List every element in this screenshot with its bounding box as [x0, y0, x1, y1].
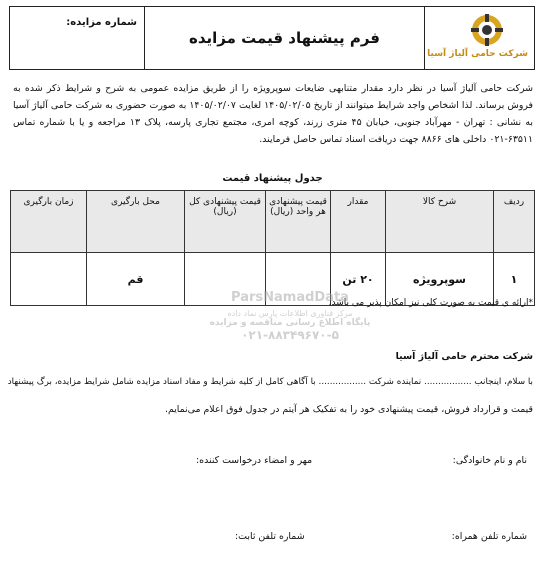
cell-total-price[interactable] [185, 253, 266, 306]
company-name-logo: شرکت حامی آلیاژ آسیا [427, 49, 528, 59]
price-note: *ارائه ی قیمت به صورت کلی نیز امکان پذیر می باشد. [328, 298, 533, 308]
col-unit-price-header: قیمت پیشنهادی هر واحد (ریال) [266, 191, 331, 253]
table-title: جدول پیشنهاد قیمت [222, 173, 323, 184]
watermark-phone: ۰۲۱-۸۸۳۴۹۶۷۰-۵ [241, 328, 339, 342]
mobile-field-label[interactable]: شماره تلفن همراه: [451, 531, 527, 542]
header-box [9, 6, 535, 70]
name-field-label[interactable]: نام و نام خانوادگی: [452, 455, 527, 466]
col-row-header: ردیف [494, 191, 535, 253]
col-loading-time-header: زمان بارگیری [11, 191, 87, 253]
letter-line1: با سلام، اینجانب ................. نماینده شرکت ................. با آگاهی کامل از کلیه شرایط و مفاد اسناد مزایده شامل شرایط مزایده، برگ پیشنهاد [7, 377, 533, 387]
phone-field-label[interactable]: شماره تلفن ثابت: [235, 531, 305, 542]
col-loading-place-header: محل بارگیری [87, 191, 185, 253]
price-table [10, 190, 535, 306]
cell-unit-price[interactable] [266, 253, 331, 306]
table-header-row [11, 191, 535, 253]
watermark-line2: پایگاه اطلاع رسانی مناقصه و مزایده [209, 318, 371, 328]
cell-loading-place: قم [87, 253, 185, 306]
col-quantity-header: مقدار [331, 191, 386, 253]
letter-line2: قیمت و قرارداد فروش، قیمت پیشنهادی خود را به تفکیک هر آیتم در جدول فوق اعلام می‌نمایم. [164, 404, 533, 415]
col-total-price-header: قیمت پیشنهادی کل (ریال) [185, 191, 266, 253]
signature-field-label[interactable]: مهر و امضاء درخواست کننده: [196, 455, 313, 466]
col-item-header: شرح کالا [386, 191, 494, 253]
cell-row-number: ۱ [494, 253, 535, 306]
company-logo-icon [470, 13, 504, 47]
auction-number-label: شماره مزایده: [66, 17, 137, 28]
cell-item: سوپرویژه [386, 253, 494, 306]
logo-cell [424, 7, 534, 69]
cell-quantity: ۲۰ تن [331, 253, 386, 306]
intro-paragraph: شرکت حامی آلیاژ آسیا در نظر دارد مقدار متنابهی ضایعات سوپرویژه را از طریق مزایده عمومی به شرح و شرایط ذکر شده به فروش برساند. لذا اشخاص واجد شرایط میتوانند از تاریخ ۱۴۰۵/۰۲/۰۵ لغایت ۱۴۰۵/۰۲/۰۷ به صورت حضوری به شرکت حامی آلیاژ آسیا به نشانی : تهران - مهرآباد جنوبی، خیابان ۴۵ متری زرند، کوچه امری، مجتمع تجاری پارسه، پلاک ۱۳ مراجعه و یا با شماره تماس ۶۳۵۱۱-۰۲۱ داخلی های ۸۸۶۶ جهت دریافت اسناد تماس حاصل فرمایند. [13, 83, 534, 145]
watermark-brand: ParsNamadData [231, 290, 349, 305]
watermark-line1: مرکز فناوری اطلاعات پارس نماد داده [227, 309, 353, 318]
letter-salutation: شرکت محترم حامی آلیاژ آسیا [395, 351, 533, 362]
cell-loading-time[interactable] [11, 253, 87, 306]
form-title: فرم پیشنهاد قیمت مزایده [144, 7, 424, 69]
